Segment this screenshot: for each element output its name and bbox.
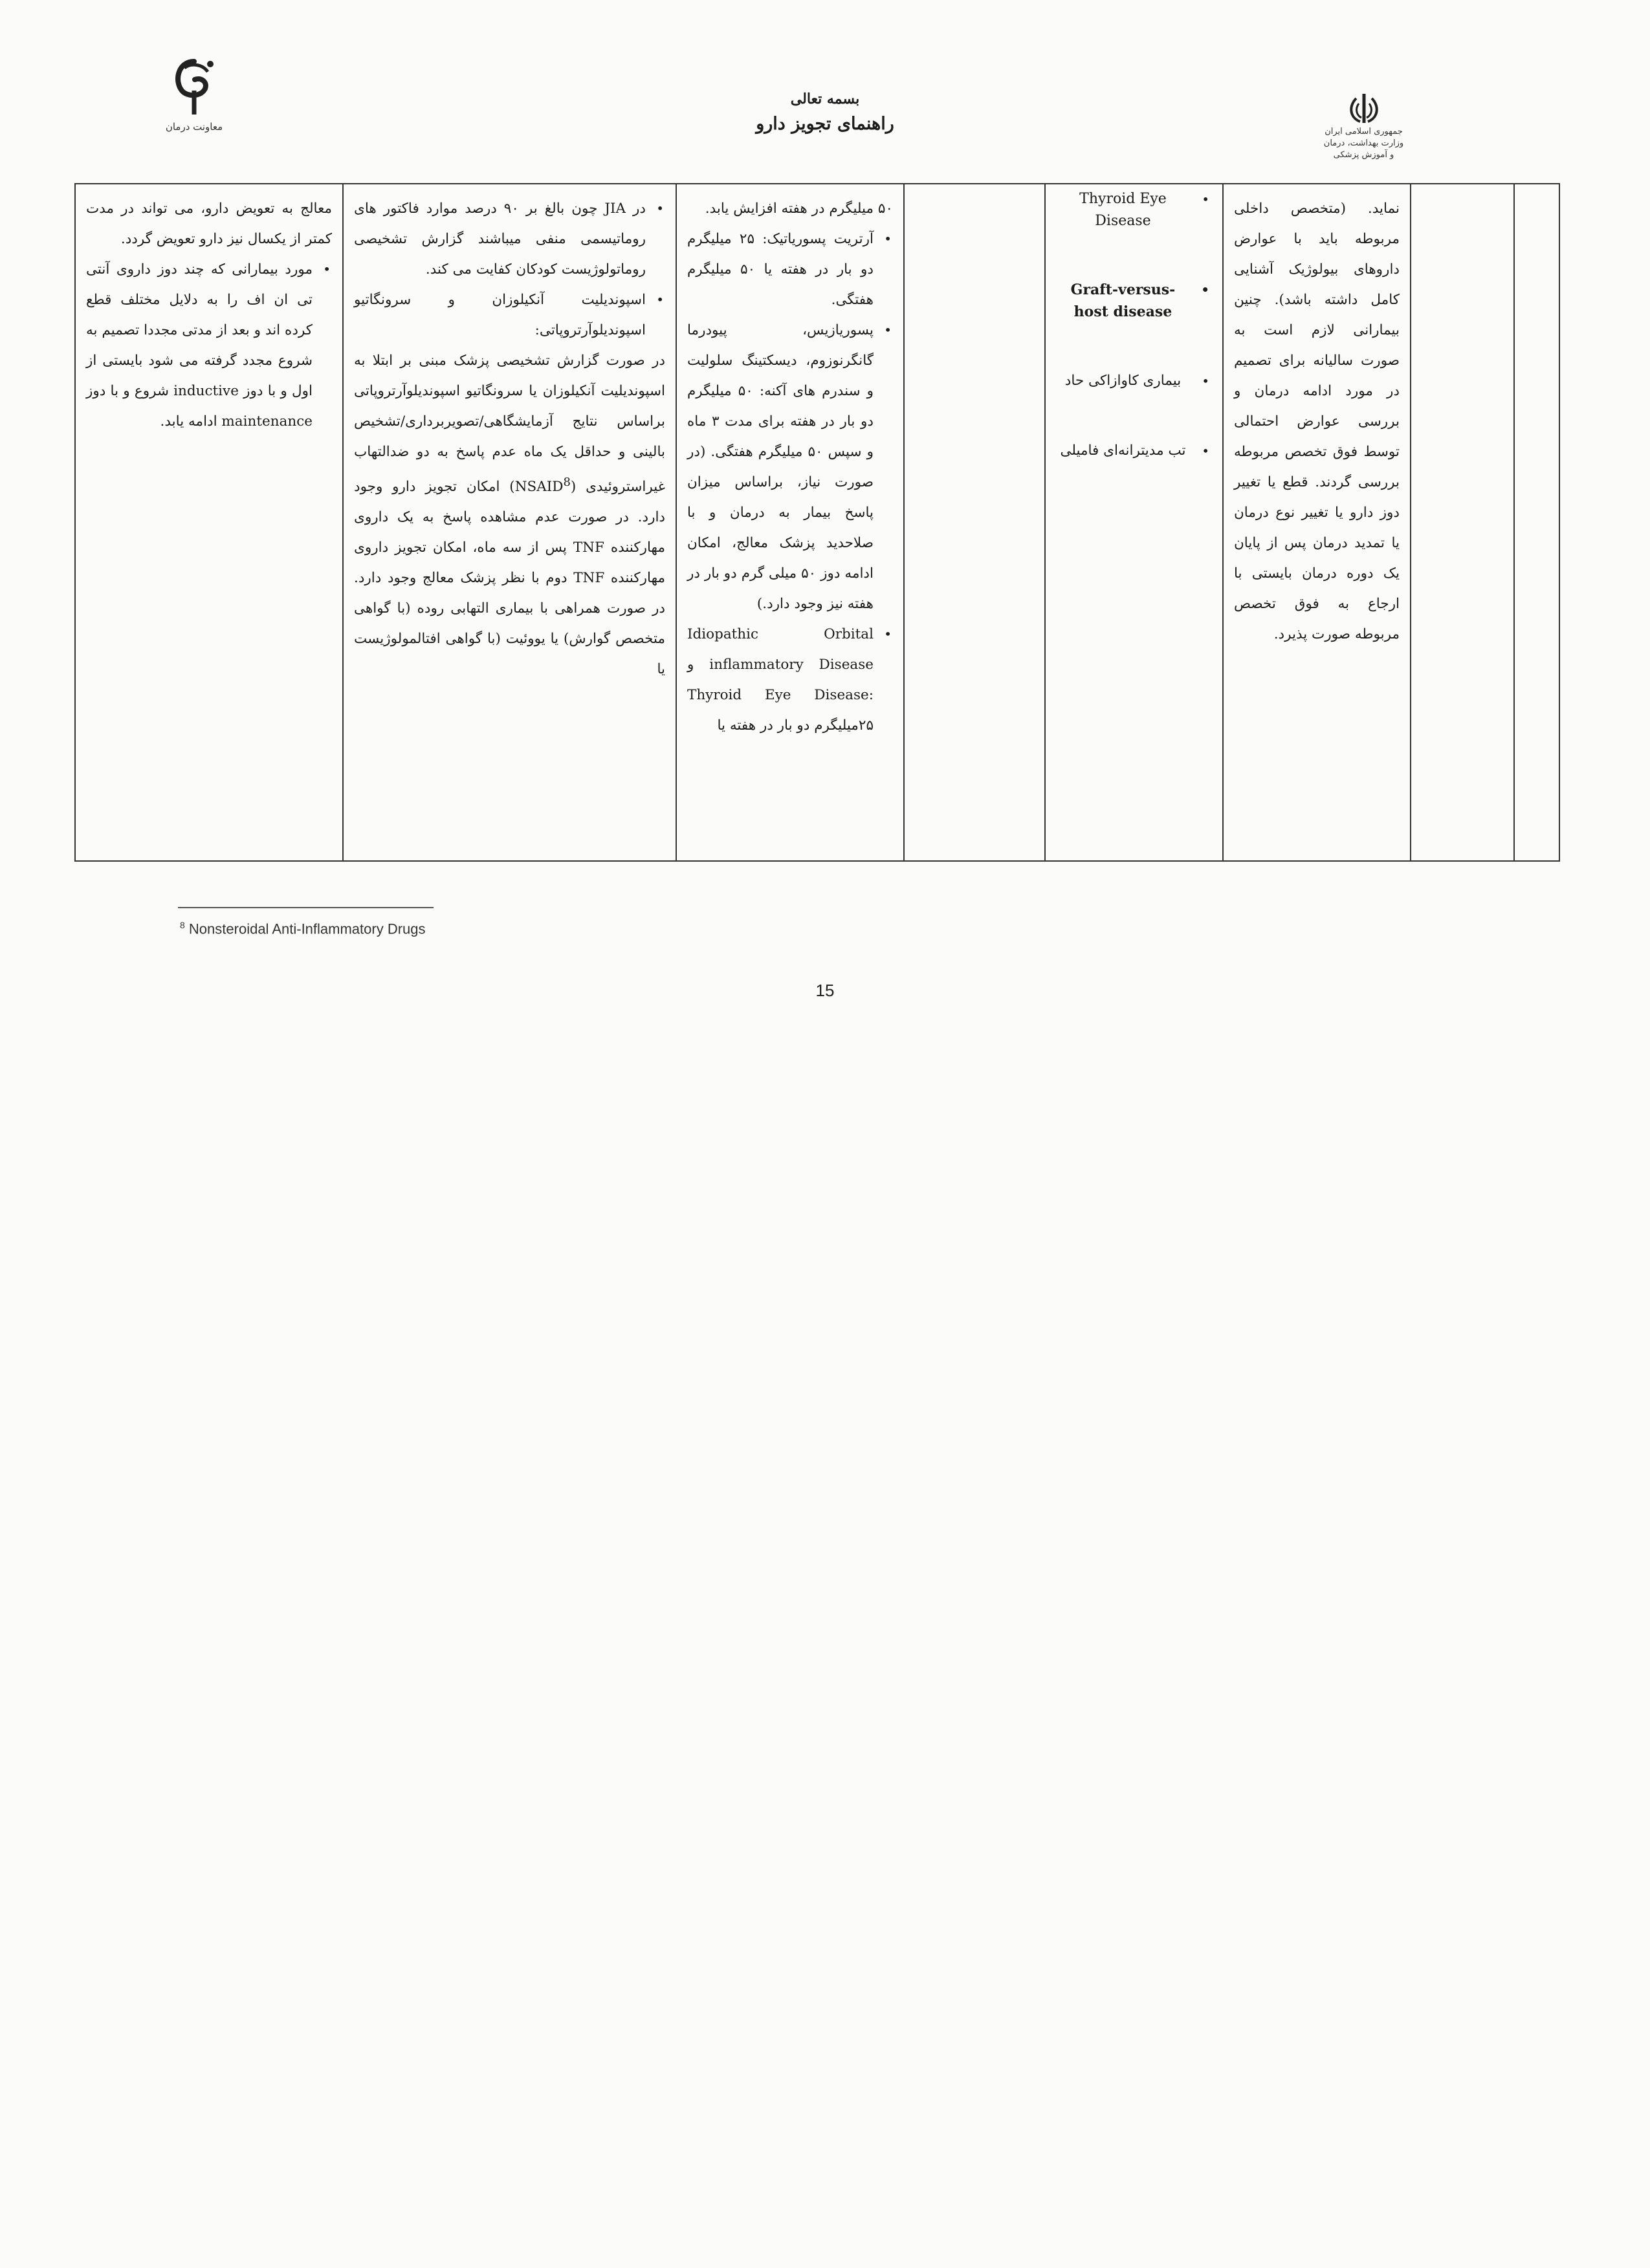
notes-body-b: ) امکان تجویز دارو وجود دارد. در صورت عدم مشاهده پاسخ به یک داروی مهارکننده TNF پس از سه ماه، امکان تجویز داروی مهارکننده TNF دوم با نظر پزشک معالج وجود دارد. در صورت همراهی با بیماری التهابی روده (با گواهی متخصص گوارش) یا یووئیت (با گواهی افتالمولوژیست یا bbox=[354, 479, 665, 678]
dispense-list bbox=[86, 254, 332, 437]
conditions-text: نماید. (متخصص داخلی مربوطه باید با عوارض داروهای بیولوژیک آشنایی کامل داشته باشد). چنین بیمارانی لازم است به صورت سالیانه برای تصمیم در مورد ادامه درمان و بررسی عوارض احتمالی توسط فوق تخصص مربوطه بررسی گردند. قطع یا تغییر دوز دارو یا تغییر نوع درمان یا تمدید درمان پس از پایان یک دوره درمان بایستی با ارجاع به فوق تخصص مربوطه صورت پذیرد. bbox=[1234, 201, 1400, 642]
notes-item-title: اسپوندیلیت آنکیلوزان و سرونگاتیو اسپوندیلوآرتروپاتی: bbox=[354, 292, 646, 338]
dosing-cell bbox=[676, 184, 904, 861]
dosing-item-en2: Thyroid Eye Disease: bbox=[687, 687, 874, 703]
page-header bbox=[647, 91, 1003, 134]
notes-item: • در JIA چون بالغ بر ۹۰ درصد موارد فاکتور های روماتیسمی منفی میباشند گزارش تشخیصی روماتولوژیست کودکان کفایت می کند. bbox=[354, 193, 646, 285]
health-deputy-caption: معاونت درمان bbox=[165, 121, 223, 133]
ministry-caption-2: وزارت بهداشت، درمان و آموزش پزشکی bbox=[1323, 138, 1404, 160]
notes-cell bbox=[343, 184, 676, 861]
indications-cell bbox=[1045, 184, 1223, 861]
notes-body-a: در صورت گزارش تشخیصی پزشک مبنی بر ابتلا به اسپوندیلیت آنکیلوزان یا سرونگاتیو اسپوندیلوآرتروپاتی براساس نتایج آزمایشگاهی/تصویربرداری/تشخیص بالینی و حداقل یک ماه عدم پاسخ به دو ضدالتهاب غیراستروئیدی (NSAID bbox=[354, 353, 665, 496]
dosing-intro: ۵۰ میلیگرم در هفته افزایش یابد. bbox=[705, 201, 893, 217]
drug-guideline-table bbox=[74, 183, 1560, 862]
page-title: راهنمای تجویز دارو bbox=[756, 114, 894, 134]
dispense-text: معالج به تعویض دارو، می تواند در مدت کمتر از یکسال نیز دارو تعویض گردد. bbox=[86, 201, 332, 247]
indication-gvhd: • Graft-versus-host disease bbox=[1056, 279, 1190, 323]
footnote-divider bbox=[178, 907, 434, 908]
health-deputy-logo bbox=[146, 55, 243, 139]
footnote bbox=[180, 920, 426, 937]
footnote-mark: 8 bbox=[180, 920, 185, 930]
dosing-item: • آرتریت پسوریاتیک: ۲۵ میلیگرم دو بار در هفته یا ۵۰ میلیگرم هفتگی. bbox=[687, 224, 874, 315]
ministry-caption-1: جمهوری اسلامی ایران bbox=[1325, 127, 1403, 136]
dispense-cell bbox=[75, 184, 343, 861]
dosing-item-and: و bbox=[687, 657, 694, 673]
dosing-list bbox=[687, 224, 893, 741]
notes-list bbox=[354, 193, 665, 345]
dosing-item-rest: ۲۵میلیگرم دو بار در هفته یا bbox=[717, 717, 874, 734]
footnote-text: Nonsteroidal Anti-Inflammatory Drugs bbox=[188, 921, 426, 937]
page-number: 15 bbox=[815, 981, 835, 1000]
iran-emblem-icon bbox=[1345, 91, 1383, 126]
indications-list bbox=[1056, 188, 1212, 463]
ministry-logo bbox=[1323, 91, 1404, 171]
indication-fmf: • تب مدیترانه‌ای فامیلی bbox=[1056, 439, 1190, 463]
footnote-ref: 8 bbox=[563, 475, 571, 489]
dosing-item bbox=[687, 619, 874, 741]
health-deputy-emblem-icon bbox=[165, 55, 223, 120]
conditions-cell bbox=[1223, 184, 1411, 861]
indication-kawasaki: • بیماری کاوازاکی حاد bbox=[1056, 369, 1190, 393]
dosing-item: • پسوریازیس، پیودرما گانگرنوزوم، دیسکتینگ سلولیت و سندرم های آکنه: ۵۰ میلیگرم دو بار در هفته برای مدت ۳ ماه و سپس ۵۰ میلیگرم هفتگی. (در صورت نیاز، براساس میزان پاسخ بیمار به درمان و با صلاحدید پزشک معالج، امکان ادامه دوز ۵۰ میلی گرم دو بار در هفته نیز وجود دارد.) bbox=[687, 315, 874, 619]
table-cell-empty-2 bbox=[1411, 184, 1514, 861]
notes-item bbox=[354, 285, 646, 345]
bismillah-line: بسمه تعالی bbox=[790, 91, 860, 107]
table-cell-empty-3 bbox=[904, 184, 1045, 861]
dispense-item: • مورد بیمارانی که چند دوز داروی آنتی تی ان اف را به دلایل مختلف قطع کرده اند و بعد از مدتی مجددا تصمیم به شروع مجدد گرفته می شود بایستی از اول و با دوز inductive شروع و با دوز maintenance ادامه یابد. bbox=[86, 254, 313, 437]
notes-body bbox=[354, 345, 665, 684]
indication-thyroid-eye-disease: • Thyroid Eye Disease bbox=[1056, 188, 1190, 232]
dosing-item-en: Idiopathic Orbital inflammatory Disease bbox=[687, 626, 874, 673]
table-cell-empty-1 bbox=[1514, 184, 1559, 861]
